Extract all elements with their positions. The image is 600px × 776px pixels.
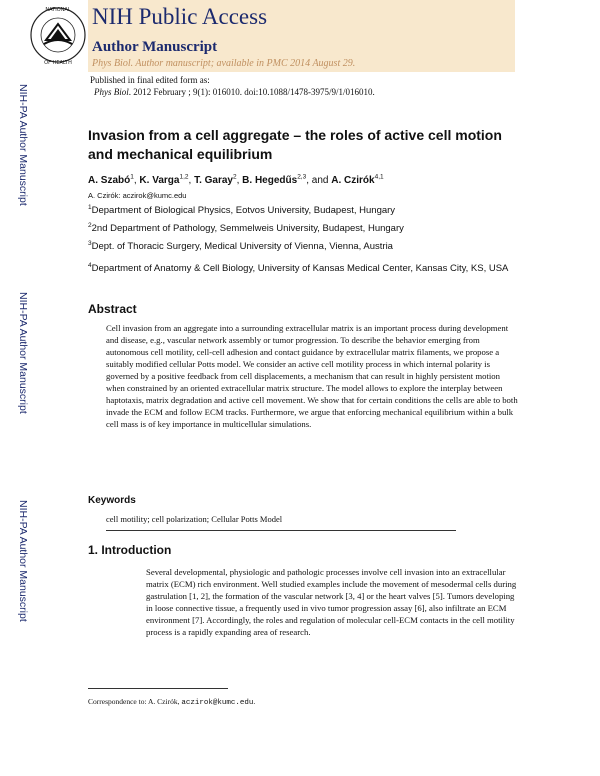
author-affiliation-marker: 1,2 bbox=[179, 173, 189, 181]
author-separator: , bbox=[133, 175, 140, 186]
affiliation-marker: 4 bbox=[88, 261, 92, 269]
citation-line bbox=[94, 87, 375, 97]
author-name: B. Hegedűs bbox=[242, 175, 298, 186]
side-label-2: NIH-PA Author Manuscript bbox=[17, 292, 29, 414]
keywords-text: cell motility; cell polarization; Cellular Potts Model bbox=[106, 514, 283, 524]
side-label-1: NIH-PA Author Manuscript bbox=[17, 84, 29, 206]
author-affiliation-marker: 1 bbox=[130, 173, 134, 181]
introduction-heading: 1. Introduction bbox=[88, 543, 172, 557]
author-separator: , and bbox=[306, 175, 332, 186]
affiliation-text: Department of Biological Physics, Eotvos University, Budapest, Hungary bbox=[91, 205, 396, 216]
corresponding-email: A. Czirók: aczirok@kumc.edu bbox=[88, 191, 187, 200]
introduction-text: Several developmental, physiologic and pathologic processes involve cell invasion into an extracellular matrix (ECM) rich environment. Well studied examples include the movement of mesodermal cells during gastrulation [1, 2], the formation of the vascular network [3, 4] or the heart valves [5]. Tumors developing in loose connective tissue, a frequently used in vivo tumor progression assay [6], also infiltrate an ECM environment [7]. Accordingly, the roles and regulation of molecular cell-ECM contacts in the cell motility process is a rapidly expanding area of research. bbox=[146, 567, 517, 637]
affiliation-3 bbox=[88, 240, 518, 253]
published-in-label: Published in final edited form as: bbox=[90, 75, 210, 85]
citation-details: . 2012 February ; 9(1): 016010. doi:10.1088/1478-3975/9/1/016010. bbox=[128, 87, 375, 97]
journal-name: Phys Biol bbox=[94, 87, 129, 97]
nih-public-access-title: NIH Public Access bbox=[92, 4, 268, 29]
author-name: T. Garay bbox=[194, 175, 233, 186]
side-label-3: NIH-PA Author Manuscript bbox=[17, 500, 29, 622]
svg-text:OF HEALTH: OF HEALTH bbox=[44, 60, 72, 66]
author-affiliation-marker: 2,3 bbox=[297, 173, 307, 181]
abstract-heading: Abstract bbox=[88, 302, 137, 316]
affiliation-marker: 3 bbox=[88, 239, 92, 247]
keywords-divider bbox=[106, 530, 456, 531]
affiliation-text: Dept. of Thoracic Surgery, Medical University of Vienna, Vienna, Austria bbox=[91, 241, 393, 252]
article-title: Invasion from a cell aggregate – the roles of active cell motion and mechanical equilibrium bbox=[88, 127, 502, 162]
author-separator: , bbox=[188, 175, 195, 186]
footnote-email: aczirok@kumc.edu bbox=[181, 699, 254, 707]
footnote-divider bbox=[88, 688, 228, 689]
nih-seal-logo bbox=[28, 2, 88, 68]
affiliation-text: 2nd Department of Pathology, Semmelweis University, Budapest, Hungary bbox=[91, 223, 404, 234]
author-affiliation-marker: 2 bbox=[232, 173, 237, 181]
author-affiliation-marker: 4,1 bbox=[374, 173, 384, 181]
affiliation-4 bbox=[88, 262, 518, 275]
author-name: K. Varga bbox=[139, 175, 180, 186]
author-name: A. Szabó bbox=[88, 175, 131, 186]
svg-text:NATIONAL: NATIONAL bbox=[45, 7, 71, 13]
abstract-text: Cell invasion from an aggregate into a surrounding extracellular matrix is an important process during development and disease, e.g., vascular network assembly or tumor progression. To describe the behavior emerging from autonomous cell motility, cell-cell adhesion and contact guidance by extracellular matrix filaments, we propose a suitably modified cellular Potts model. We consider an active cell motility process in which internal polarity is governed by a positive feedback from cell displacements, a mechanism that can result in highly persistent motion when constrained by an oriented extracellular matrix structure. The model allows to explore the interplay between haptotaxis, matrix degradation and active cell movement. We show that for certain conditions the cells are able to both invade the ECM and follow ECM tracks. Furthermore, we argue that enforcing mechanical equilibrium within a bulk cell mass is of key importance in multicellular simulations. bbox=[106, 323, 518, 429]
keywords-heading: Keywords bbox=[88, 495, 136, 506]
affiliation-2 bbox=[88, 222, 518, 235]
author-name: A. Czirók bbox=[331, 175, 375, 186]
footnote-suffix: . bbox=[253, 697, 256, 706]
author-manuscript-label: Author Manuscript bbox=[92, 39, 218, 55]
affiliation-marker: 2 bbox=[88, 221, 92, 229]
author-separator: , bbox=[236, 175, 243, 186]
affiliation-marker: 1 bbox=[88, 203, 92, 211]
availability-note: Phys Biol. Author manuscript; available in PMC 2014 August 29. bbox=[92, 58, 356, 69]
affiliation-text: Department of Anatomy & Cell Biology, University of Kansas Medical Center, Kansas City, KS, USA bbox=[91, 263, 509, 274]
affiliation-1 bbox=[88, 204, 518, 217]
author-list bbox=[88, 175, 384, 186]
footnote-prefix: Correspondence to: A. Czirók, bbox=[88, 697, 182, 706]
correspondence-footnote bbox=[88, 697, 255, 707]
